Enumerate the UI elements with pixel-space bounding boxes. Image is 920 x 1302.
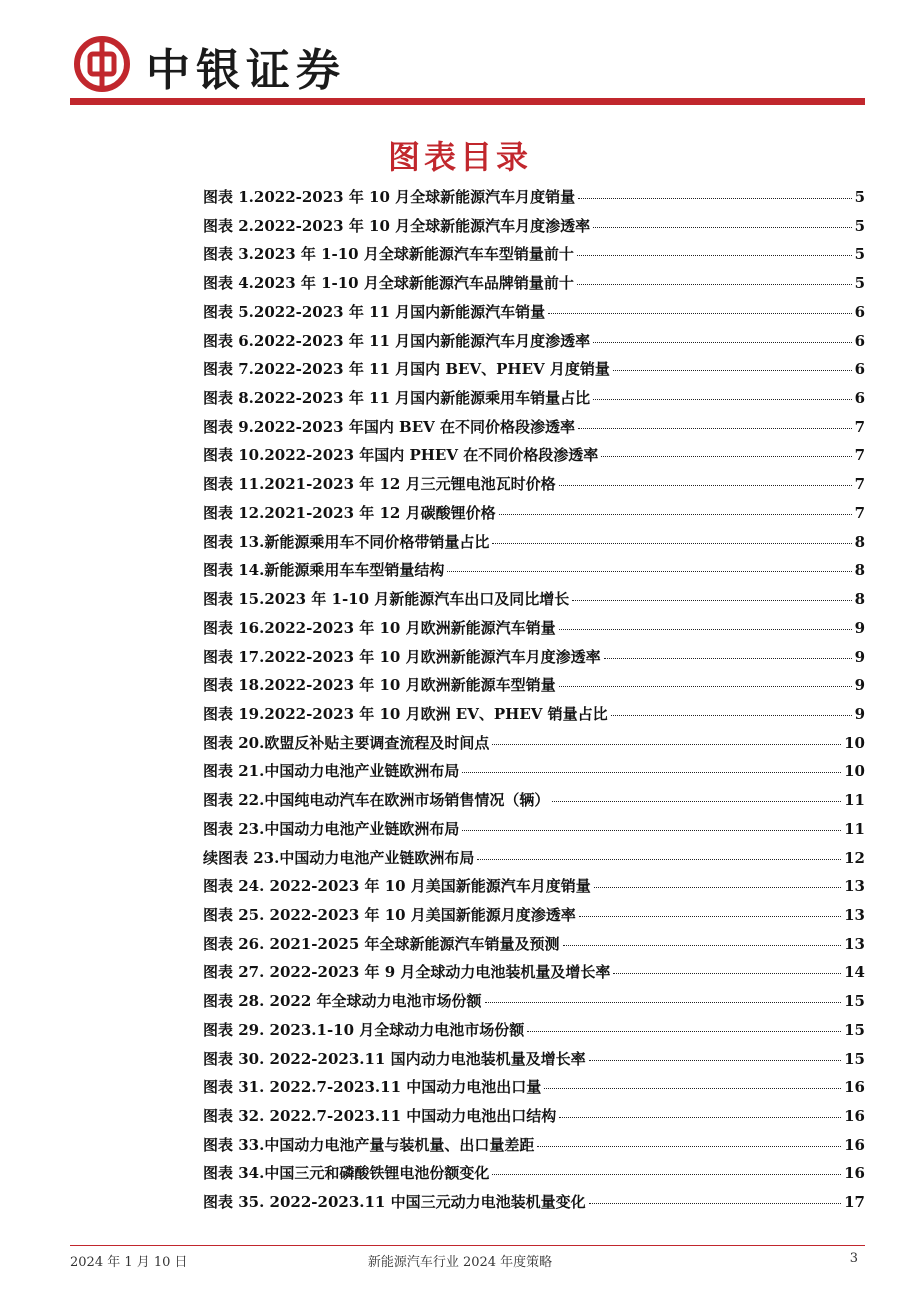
toc-dot-leader	[593, 399, 851, 400]
toc-item-label: 图表 1.2022-2023 年 10 月全球新能源汽车月度销量	[203, 188, 576, 206]
toc-item-label: 图表 35. 2022-2023.11 中国三元动力电池装机量变化	[203, 1193, 586, 1212]
toc-item[interactable]	[203, 358, 865, 387]
toc-item-label: 图表 16.2022-2023 年 10 月欧洲新能源汽车销量	[203, 618, 556, 637]
toc-item-label: 续图表 23.中国动力电池产业链欧洲布局	[203, 848, 475, 867]
toc-dot-leader	[589, 1203, 842, 1204]
toc-item-label: 图表 18.2022-2023 年 10 月欧洲新能源车型销量	[203, 676, 556, 695]
toc-dot-leader	[447, 571, 851, 572]
toc-dot-leader	[577, 255, 852, 256]
page-header	[70, 28, 865, 108]
toc-item-page: 9	[854, 676, 865, 695]
toc-item[interactable]	[203, 1134, 865, 1163]
toc-item[interactable]	[203, 990, 865, 1019]
toc-item[interactable]	[203, 301, 865, 330]
footer-report-title: 新能源汽车行业 2024 年度策略	[367, 1255, 553, 1270]
toc-item[interactable]	[203, 1105, 865, 1134]
toc-item[interactable]	[203, 330, 865, 359]
toc-dot-leader	[604, 658, 852, 659]
toc-item-page: 6	[854, 389, 865, 408]
toc-item-page: 9	[854, 647, 865, 666]
toc-dot-leader	[537, 1146, 841, 1147]
toc-item-page: 7	[854, 503, 865, 522]
toc-dot-leader	[611, 715, 852, 716]
toc-dot-leader	[462, 830, 841, 831]
toc-item-label: 图表 28. 2022 年全球动力电池市场份额	[203, 992, 482, 1011]
toc-item-page: 15	[844, 992, 865, 1011]
toc-item-label: 图表 9.2022-2023 年国内 BEV 在不同价格段渗透率	[203, 417, 576, 436]
toc-item[interactable]	[203, 1048, 865, 1077]
toc-item-label: 图表 26. 2021-2025 年全球新能源汽车销量及预测	[203, 934, 560, 953]
toc-dot-leader	[492, 543, 851, 544]
toc-item-label: 图表 6.2022-2023 年 11 月国内新能源汽车月度渗透率	[203, 331, 591, 350]
toc-item-page: 7	[854, 417, 865, 436]
toc-item-page: 8	[854, 590, 865, 609]
header-rule	[70, 98, 865, 105]
toc-item[interactable]	[203, 502, 865, 531]
toc-item-page: 15	[844, 1020, 865, 1039]
toc-item-label: 图表 13.新能源乘用车不同价格带销量占比	[203, 532, 490, 551]
toc-item-label: 图表 21.中国动力电池产业链欧洲布局	[203, 762, 460, 781]
bank-of-china-logo-icon	[74, 36, 130, 92]
toc-item[interactable]	[203, 416, 865, 445]
toc-item-label: 图表 24. 2022-2023 年 10 月美国新能源汽车月度销量	[203, 877, 591, 896]
toc-item[interactable]	[203, 186, 865, 215]
toc-dot-leader	[594, 887, 841, 888]
toc-item-page: 7	[854, 475, 865, 494]
toc-dot-leader	[593, 342, 851, 343]
toc-item-page: 5	[854, 274, 865, 293]
toc-item-page: 5	[854, 216, 865, 235]
toc-item-label: 图表 32. 2022.7-2023.11 中国动力电池出口结构	[203, 1107, 557, 1125]
toc-dot-leader	[601, 456, 851, 457]
toc-item-page: 8	[854, 532, 865, 551]
toc-item[interactable]	[203, 531, 865, 560]
footer-rule	[70, 1245, 865, 1246]
toc-item-label: 图表 30. 2022-2023.11 国内动力电池装机量及增长率	[203, 1049, 586, 1068]
toc-item[interactable]	[203, 588, 865, 617]
toc-dot-leader	[499, 514, 852, 515]
toc-dot-leader	[559, 629, 852, 630]
toc-dot-leader	[578, 428, 852, 429]
toc-item[interactable]	[203, 444, 865, 473]
toc-item[interactable]	[203, 732, 865, 761]
toc-item-page: 16	[844, 1135, 865, 1154]
toc-item-page: 8	[854, 561, 865, 580]
toc-dot-leader	[579, 916, 841, 917]
toc-item-label: 图表 4.2023 年 1-10 月全球新能源汽车品牌销量前十	[203, 274, 574, 293]
toc-item-page: 16	[844, 1078, 865, 1097]
toc-item[interactable]	[203, 961, 865, 990]
toc-item[interactable]	[203, 674, 865, 703]
toc-dot-leader	[552, 801, 841, 802]
toc-item-label: 图表 33.中国动力电池产量与装机量、出口量差距	[203, 1135, 535, 1154]
toc-dot-leader	[613, 370, 852, 371]
toc-item-label: 图表 20.欧盟反补贴主要调查流程及时间点	[203, 733, 490, 752]
toc-dot-leader	[593, 227, 851, 228]
toc-item-page: 6	[854, 360, 865, 379]
toc-item-label: 图表 29. 2023.1-10 月全球动力电池市场份额	[203, 1020, 525, 1039]
toc-item[interactable]	[203, 703, 865, 732]
toc-list	[203, 186, 865, 1220]
toc-item-page: 13	[844, 934, 865, 953]
toc-item[interactable]	[203, 760, 865, 789]
toc-item-page: 11	[844, 791, 865, 810]
toc-item-page: 7	[854, 446, 865, 465]
toc-item-page: 9	[854, 618, 865, 637]
toc-item-page: 6	[854, 331, 865, 350]
toc-dot-leader	[477, 859, 841, 860]
toc-item[interactable]	[203, 617, 865, 646]
toc-item[interactable]	[203, 473, 865, 502]
toc-item-label: 图表 10.2022-2023 年国内 PHEV 在不同价格段渗透率	[203, 446, 599, 465]
toc-item[interactable]	[203, 818, 865, 847]
toc-dot-leader	[527, 1031, 841, 1032]
brand-name: 中银证券	[146, 45, 346, 96]
toc-item-label: 图表 25. 2022-2023 年 10 月美国新能源月度渗透率	[203, 905, 576, 924]
toc-dot-leader	[589, 1060, 842, 1061]
toc-item[interactable]	[203, 1019, 865, 1048]
toc-dot-leader	[462, 772, 841, 773]
toc-item[interactable]	[203, 904, 865, 933]
toc-dot-leader	[572, 600, 851, 601]
toc-item-label: 图表 15.2023 年 1-10 月新能源汽车出口及同比增长	[203, 590, 570, 609]
footer-page-number: 3	[849, 1251, 858, 1266]
toc-dot-leader	[559, 686, 852, 687]
toc-dot-leader	[492, 1174, 841, 1175]
toc-item-page: 14	[844, 963, 865, 982]
toc-item-label: 图表 8.2022-2023 年 11 月国内新能源乘用车销量占比	[203, 389, 591, 408]
toc-item[interactable]	[203, 387, 865, 416]
toc-dot-leader	[492, 744, 841, 745]
toc-item-label: 图表 34.中国三元和磷酸铁锂电池份额变化	[203, 1164, 490, 1183]
toc-item-page: 16	[844, 1164, 865, 1183]
toc-item-page: 11	[844, 819, 865, 838]
toc-item-page: 16	[844, 1107, 865, 1125]
toc-dot-leader	[577, 284, 852, 285]
toc-item-label: 图表 23.中国动力电池产业链欧洲布局	[203, 819, 460, 838]
toc-item-page: 6	[854, 302, 865, 321]
toc-item[interactable]	[203, 243, 865, 272]
toc-item-page: 12	[844, 848, 865, 867]
toc-item[interactable]	[203, 847, 865, 876]
toc-item-label: 图表 2.2022-2023 年 10 月全球新能源汽车月度渗透率	[203, 216, 591, 235]
toc-title: 图表目录	[387, 138, 532, 176]
toc-dot-leader	[613, 973, 841, 974]
toc-item[interactable]	[203, 215, 865, 244]
toc-item-label: 图表 17.2022-2023 年 10 月欧洲新能源汽车月度渗透率	[203, 647, 601, 666]
toc-item[interactable]	[203, 272, 865, 301]
toc-item[interactable]	[203, 1162, 865, 1191]
toc-dot-leader	[544, 1088, 841, 1089]
toc-dot-leader	[548, 313, 851, 314]
toc-item-label: 图表 27. 2022-2023 年 9 月全球动力电池装机量及增长率	[203, 963, 611, 982]
toc-item-page: 5	[854, 245, 865, 264]
toc-item-page: 17	[844, 1193, 865, 1212]
toc-item[interactable]	[203, 559, 865, 588]
toc-item-label: 图表 14.新能源乘用车车型销量结构	[203, 561, 445, 580]
toc-item-label: 图表 11.2021-2023 年 12 月三元锂电池瓦时价格	[203, 475, 556, 494]
toc-item[interactable]	[203, 646, 865, 675]
toc-item-page: 9	[854, 704, 865, 723]
footer-date: 2024 年 1 月 10 日	[70, 1255, 188, 1270]
toc-item[interactable]	[203, 789, 865, 818]
toc-item[interactable]	[203, 933, 865, 962]
toc-item[interactable]	[203, 1076, 865, 1105]
toc-item-label: 图表 31. 2022.7-2023.11 中国动力电池出口量	[203, 1078, 542, 1097]
toc-item-page: 13	[844, 905, 865, 924]
toc-item-label: 图表 7.2022-2023 年 11 月国内 BEV、PHEV 月度销量	[203, 360, 610, 379]
toc-item-label: 图表 5.2022-2023 年 11 月国内新能源汽车销量	[203, 302, 546, 321]
toc-item-label: 图表 12.2021-2023 年 12 月碳酸锂价格	[203, 503, 496, 522]
toc-item-label: 图表 3.2023 年 1-10 月全球新能源汽车车型销量前十	[203, 245, 574, 264]
toc-item-page: 10	[844, 733, 865, 752]
toc-dot-leader	[559, 485, 852, 486]
toc-item[interactable]	[203, 875, 865, 904]
toc-item-page: 15	[844, 1049, 865, 1068]
toc-item-label: 图表 19.2022-2023 年 10 月欧洲 EV、PHEV 销量占比	[203, 704, 608, 723]
toc-item-label: 图表 22.中国纯电动汽车在欧洲市场销售情况（辆）	[203, 791, 550, 810]
toc-item[interactable]	[203, 1191, 865, 1220]
toc-item-page: 10	[844, 762, 865, 781]
toc-item-page: 5	[854, 188, 865, 206]
toc-dot-leader	[563, 945, 842, 946]
toc-dot-leader	[559, 1117, 841, 1118]
toc-item-page: 13	[844, 877, 865, 896]
toc-dot-leader	[578, 198, 851, 199]
toc-dot-leader	[485, 1002, 842, 1003]
